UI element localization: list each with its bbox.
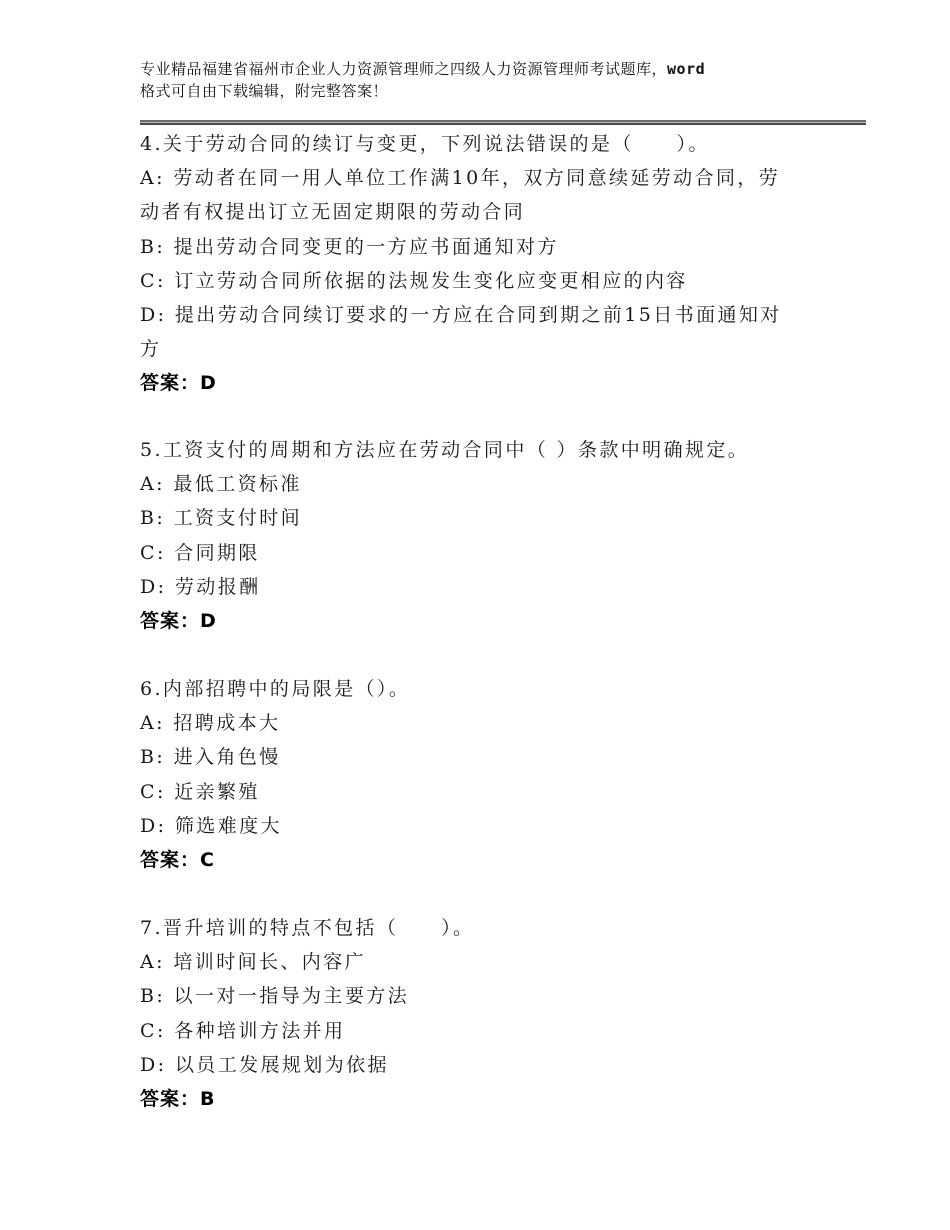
document-header	[140, 58, 840, 102]
option-text: 最低工资标准	[173, 473, 302, 496]
option-a	[140, 706, 800, 740]
option-c	[140, 1014, 800, 1048]
option-label: B:	[140, 507, 166, 530]
rule-thin-line	[140, 123, 866, 125]
option-d	[140, 1048, 800, 1082]
question-6	[140, 672, 800, 877]
header-title-text: 专业精品福建省福州市企业人力资源管理师之四级人力资源管理师考试题库，	[140, 60, 668, 78]
option-label: D:	[140, 304, 167, 327]
option-text: 以员工发展规划为依据	[174, 1053, 389, 1076]
header-line-2: 格式可自由下载编辑，附完整答案！	[140, 82, 389, 100]
option-text: 提出劳动合同续订要求的一方应在合同到期之前15日书面通知对	[174, 304, 782, 327]
option-text: 提出劳动合同变更的一方应书面通知对方	[173, 235, 559, 258]
question-stem: 5.工资支付的周期和方法应在劳动合同中（ ）条款中明确规定。	[140, 439, 750, 461]
option-a-continued: 动者有权提出订立无固定期限的劳动合同	[140, 201, 526, 224]
option-text: 进入角色慢	[173, 746, 281, 769]
answer-line: 答案：D	[140, 610, 217, 633]
answer-line: 答案：B	[140, 1088, 216, 1111]
option-b	[140, 501, 800, 535]
option-label: A:	[140, 951, 165, 974]
option-label: B:	[140, 985, 166, 1008]
question-4	[140, 127, 800, 401]
option-b	[140, 230, 800, 264]
option-c	[140, 775, 800, 809]
header-line-1	[140, 58, 840, 80]
answer-line: 答案：D	[140, 372, 217, 395]
question-stem: 4.关于劳动合同的续订与变更，下列说法错误的是（ ）。	[140, 133, 710, 155]
option-b	[140, 979, 800, 1013]
option-d-continued: 方	[140, 338, 162, 361]
option-c	[140, 264, 800, 298]
option-text: 劳动者在同一用人单位工作满10年，双方同意续延劳动合同，劳	[173, 167, 781, 190]
option-label: D:	[140, 814, 167, 837]
option-text: 近亲繁殖	[174, 780, 260, 803]
option-label: B:	[140, 235, 166, 258]
option-text: 工资支付时间	[173, 507, 303, 530]
option-a	[140, 467, 800, 501]
option-text: 招聘成本大	[173, 712, 281, 735]
option-label: C:	[140, 780, 166, 803]
option-text: 合同期限	[174, 541, 260, 564]
option-d	[140, 570, 800, 604]
question-5	[140, 433, 800, 638]
option-label: C:	[140, 269, 166, 292]
option-d	[140, 809, 800, 843]
option-text: 劳动报酬	[174, 575, 261, 598]
option-label: A:	[140, 712, 165, 735]
question-7	[140, 911, 800, 1116]
option-c	[140, 536, 800, 570]
question-stem: 6.内部招聘中的局限是（）。	[140, 678, 411, 700]
header-format-word: word	[667, 60, 706, 78]
option-text: 订立劳动合同所依据的法规发生变化应变更相应的内容	[174, 269, 688, 292]
option-label: A:	[140, 473, 165, 496]
option-d	[140, 298, 800, 332]
option-text: 以一对一指导为主要方法	[173, 985, 410, 1008]
option-text: 各种培训方法并用	[174, 1019, 346, 1042]
option-a	[140, 945, 800, 979]
option-text: 筛选难度大	[174, 814, 282, 837]
option-b	[140, 740, 800, 774]
option-label: D:	[140, 1053, 167, 1076]
option-label: B:	[140, 746, 166, 769]
option-label: A:	[140, 167, 165, 190]
option-a	[140, 161, 800, 195]
option-text: 培训时间长、内容广	[173, 951, 366, 974]
option-label: D:	[140, 575, 167, 598]
question-stem: 7.晋升培训的特点不包括（ ）。	[140, 917, 475, 939]
header-double-rule	[140, 120, 866, 125]
option-label: C:	[140, 541, 166, 564]
option-label: C:	[140, 1019, 166, 1042]
answer-line: 答案：C	[140, 849, 215, 872]
